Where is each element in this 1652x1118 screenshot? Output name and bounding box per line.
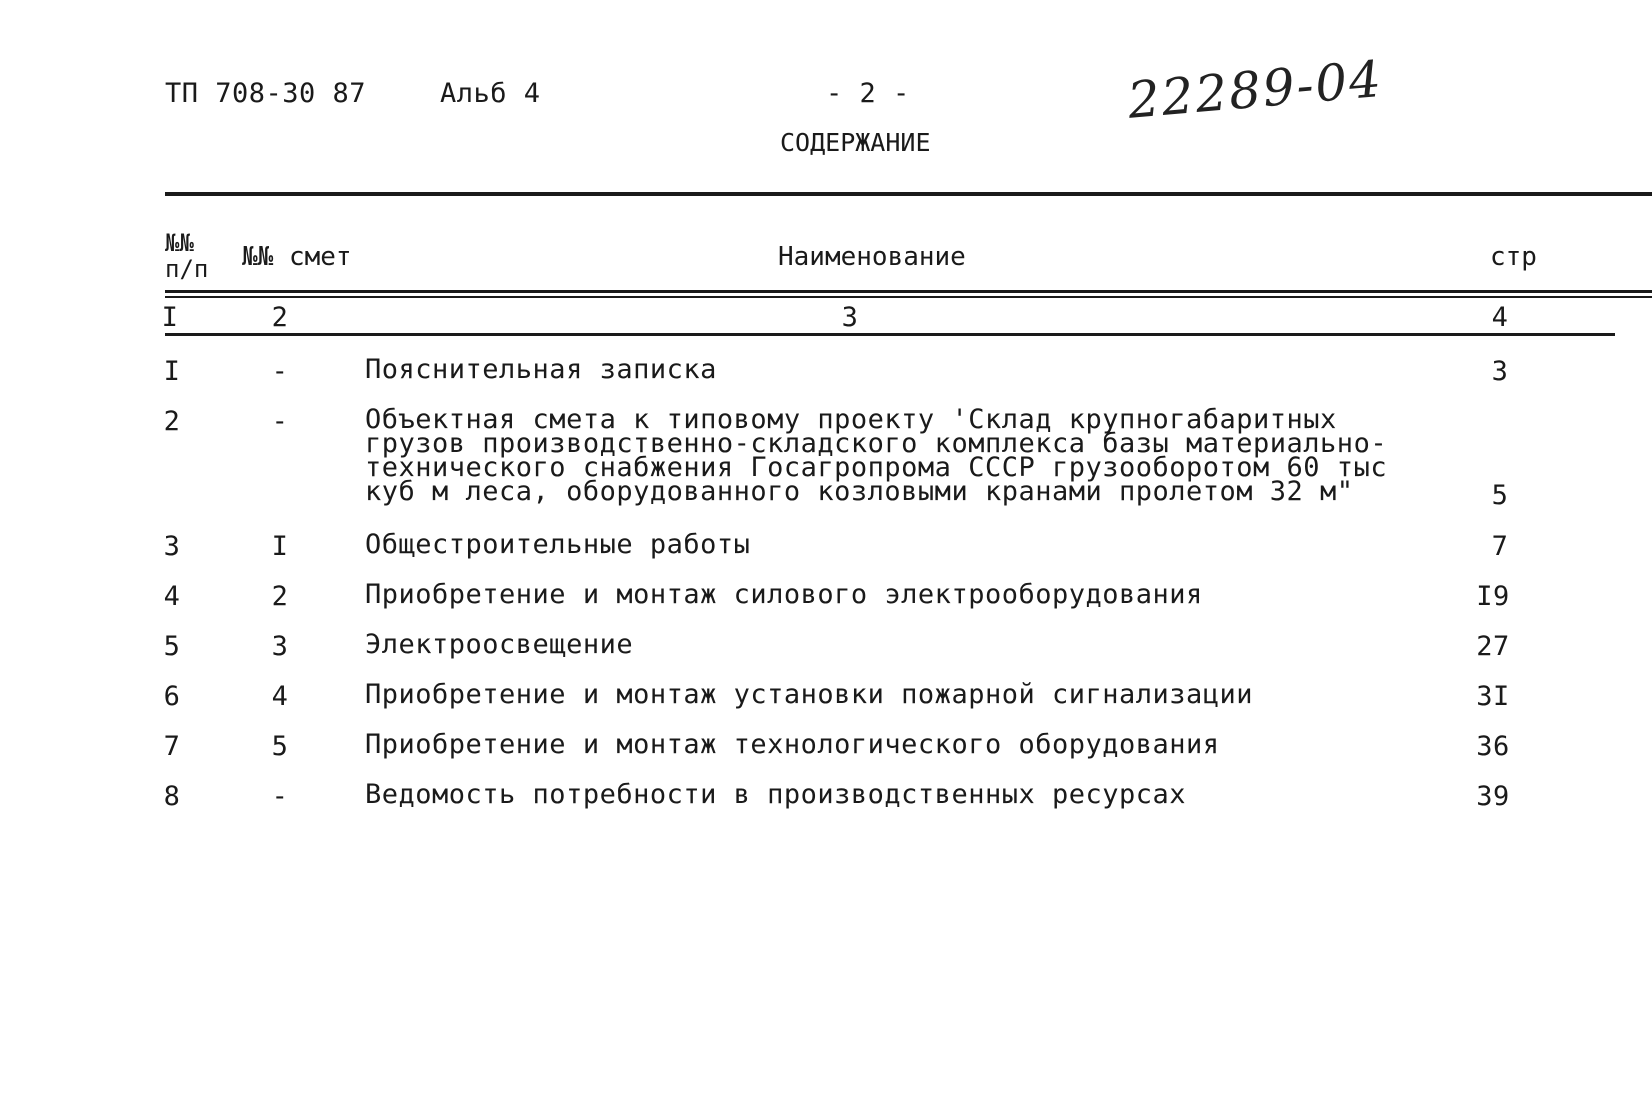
row-index: I: [163, 356, 181, 387]
handwritten-registration-number: 22289-04: [1125, 49, 1386, 130]
row-estimate: 2: [271, 581, 289, 612]
column-number-rule: [165, 333, 1615, 336]
row-estimate: 5: [271, 731, 289, 762]
row-index: 3: [163, 531, 181, 562]
row-name: Пояснительная записка: [365, 354, 717, 385]
top-rule: [165, 192, 1652, 196]
row-page: I9: [1476, 581, 1510, 612]
header-index-line2: п/п: [165, 255, 209, 283]
row-page: 7: [1491, 531, 1509, 562]
row-name: Приобретение и монтаж технологического оборудования: [365, 729, 1220, 760]
row-name: Электроосвещение: [365, 629, 634, 660]
row-index: 7: [163, 731, 181, 762]
row-index: 2: [163, 406, 181, 437]
row-name: Общестроительные работы: [365, 529, 751, 560]
row-index: 8: [163, 781, 181, 812]
row-name: Приобретение и монтаж силового электрооборудования: [365, 579, 1203, 610]
row-estimate: -: [271, 356, 289, 387]
row-page: 39: [1476, 781, 1510, 812]
row-estimate: -: [271, 406, 289, 437]
column-number-1: I: [161, 302, 179, 333]
header-index-line1: №№: [165, 229, 194, 257]
row-estimate: I: [271, 531, 289, 562]
page-number: - 2 -: [826, 78, 910, 109]
row-index: 6: [163, 681, 181, 712]
row-name-line-4: куб м леса, оборудованного козловыми кранами пролетом 32 м": [365, 476, 1354, 507]
row-name-line-2: грузов производственно-складского комплекса базы материально-: [365, 428, 1388, 459]
row-name-line-3: технического снабжения Госагропрома СССР грузооборотом 60 тыс: [365, 452, 1388, 483]
row-page: 5: [1491, 480, 1509, 511]
row-index: 4: [163, 581, 181, 612]
project-code: ТП 708-30 87: [165, 78, 367, 109]
row-estimate: -: [271, 781, 289, 812]
row-page: 3I: [1476, 681, 1510, 712]
column-number-3: 3: [841, 302, 859, 333]
row-page: 36: [1476, 731, 1510, 762]
header-page: стр: [1490, 242, 1537, 272]
row-page: 3: [1491, 356, 1509, 387]
album-label: Альб 4: [440, 78, 541, 109]
row-name-line-1: Объектная смета к типовому проекту 'Склад крупногабаритных: [365, 404, 1337, 435]
row-name: Приобретение и монтаж установки пожарной сигнализации: [365, 679, 1254, 710]
header-index: [165, 230, 208, 282]
page-title: СОДЕРЖАНИЕ: [780, 128, 931, 157]
row-estimate: 4: [271, 681, 289, 712]
row-page: 27: [1476, 631, 1510, 662]
row-estimate: 3: [271, 631, 289, 662]
column-number-2: 2: [271, 302, 289, 333]
header-rule-thin: [165, 296, 1652, 298]
row-index: 5: [163, 631, 181, 662]
row-name: Ведомость потребности в производственных ресурсах: [365, 779, 1187, 810]
header-estimate: №№ смет: [242, 242, 352, 272]
header-rule: [165, 290, 1652, 293]
header-name: Наименование: [778, 242, 966, 272]
column-number-4: 4: [1491, 302, 1509, 333]
